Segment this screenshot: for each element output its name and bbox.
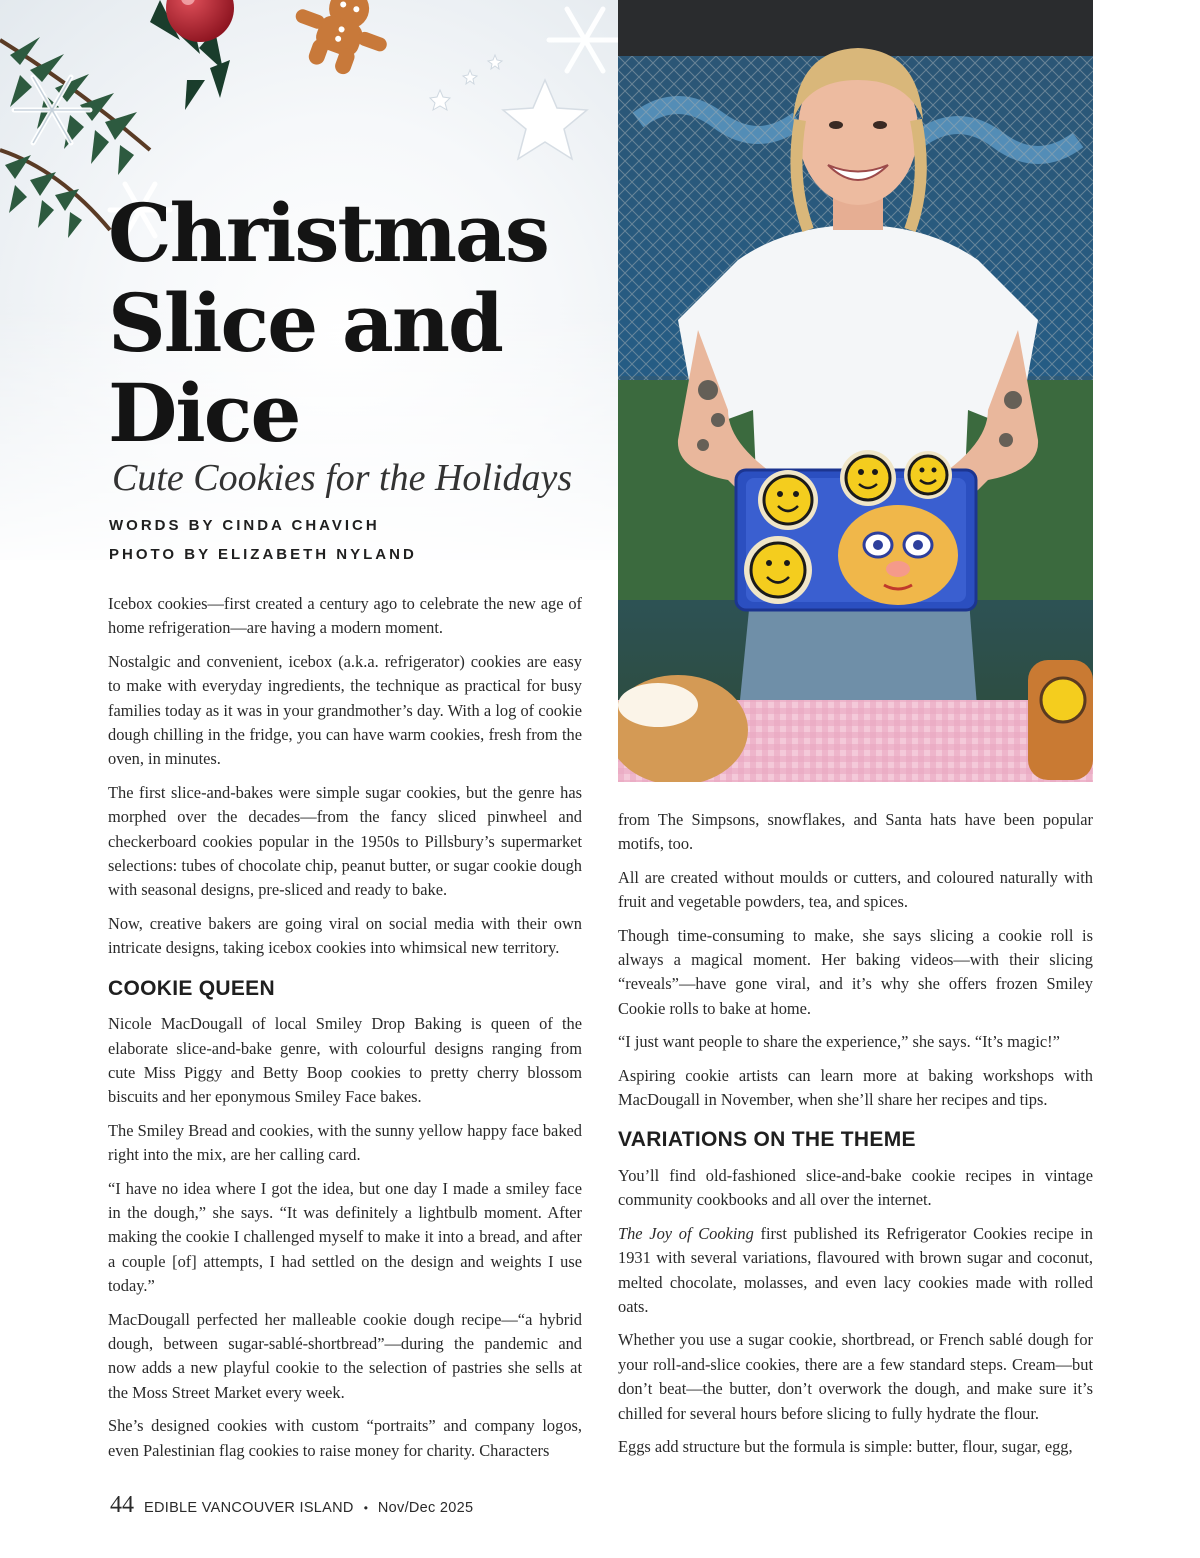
- baker-photo: [618, 0, 1093, 782]
- smiley-cookies: [744, 450, 958, 605]
- paragraph: The Smiley Bread and cookies, with the sunny yellow happy face baked right into the mix, are her calling card.: [108, 1120, 582, 1165]
- paragraph: Though time-consuming to make, she says slicing a cookie roll is always a magical moment. Her baking videos—with their slicing “reveals”—have gone viral, and it’s why she offers frozen Smiley Cookie rolls to bake at home.: [618, 925, 1093, 1018]
- left-column: [108, 592, 582, 1472]
- title-line-3: Dice: [108, 366, 300, 460]
- paragraph: Eggs add structure but the formula is simple: butter, flour, sugar, egg,: [618, 1436, 1073, 1456]
- title-line-2: Slice and: [108, 276, 502, 370]
- photo-credit: PHOTO BY ELIZABETH NYLAND: [109, 546, 417, 563]
- paragraph: All are created without moulds or cutters, and coloured naturally with fruit and vegetable powders, tea, and spices.: [618, 867, 1093, 912]
- paragraph: “I have no idea where I got the idea, but one day I made a smiley face in the dough,” she says. “It was definitely a lightbulb moment. After making the cookie I challenged myself to make it into a bread, and after a couple [of] attempts, I had settled on the design and weights I use today.”: [108, 1178, 582, 1296]
- publication-name: EDIBLE VANCOUVER ISLAND: [144, 1500, 354, 1516]
- article-title: [108, 188, 548, 458]
- paragraph: from The Simpsons, snowflakes, and Santa hats have been popular motifs, too.: [618, 810, 1093, 854]
- paragraph: Nostalgic and convenient, icebox (a.k.a. refrigerator) cookies are easy to make with everyday ingredients, the technique as practical for busy families today as it was in your grandmother’s day. With a log of cookie dough chilling in the fridge, you can have warm cookies, fresh from the oven, in minutes.: [108, 651, 582, 769]
- paragraph-joy-of-cooking: [618, 1222, 1093, 1320]
- page-number: 44: [110, 1492, 134, 1518]
- paragraph: The first slice-and-bakes were simple sugar cookies, but the genre has morphed over the decades—from the fancy sliced pinwheel and checkerboard cookies popular in the 1950s to Pillsbury’s supermarket selections: tubes of chocolate chip, peanut butter, or sugar cookie dough with seasonal designs, pre-sliced and ready to bake.: [108, 782, 582, 900]
- right-column: [618, 808, 1093, 1468]
- paragraph-text: first published its Refrigerator Cookies recipe in 1931 with several variations, flavoured with brown sugar and coconut, melted chocolate, molasses, and even lacy cookies made with rolled oats.: [618, 1223, 1094, 1316]
- gingerbread-cookie: [282, 0, 401, 85]
- paragraph: Whether you use a sugar cookie, shortbread, or French sablé dough for your roll-and-slice cookies, there are a few standard steps. Cream—but don’t beat—the butter, don’t overwork the dough, and make sure it’s chilled for several hours before slicing to fully hydrate the flour.: [618, 1330, 1093, 1423]
- page-footer: [110, 1492, 473, 1519]
- paragraph: Aspiring cookie artists can learn more at baking workshops with MacDougall in November, when she’ll share her recipes and tips.: [618, 1065, 1093, 1110]
- paragraph: Now, creative bakers are going viral on social media with their own intricate designs, taking icebox cookies into whimsical new territory.: [108, 913, 582, 958]
- baker-photo-illustration: [618, 0, 1093, 782]
- footer-separator: •: [363, 1501, 368, 1515]
- paragraph: You’ll find old-fashioned slice-and-bake cookie recipes in vintage community cookbooks and all over the internet.: [618, 1165, 1093, 1210]
- paragraph: She’s designed cookies with custom “portraits” and company logos, even Palestinian flag cookies to raise money for charity. Characters: [108, 1416, 582, 1460]
- article-subtitle: Cute Cookies for the Holidays: [112, 457, 573, 499]
- section-heading-variations: VARIATIONS ON THE THEME: [618, 1128, 916, 1152]
- paragraph: “I just want people to share the experience,” she says. “It’s magic!”: [618, 1032, 1060, 1052]
- words-credit: WORDS BY CINDA CHAVICH: [109, 517, 380, 534]
- title-line-1: Christmas: [108, 186, 548, 280]
- section-heading-cookie-queen: COOKIE QUEEN: [108, 976, 275, 1000]
- paragraph: Nicole MacDougall of local Smiley Drop Baking is queen of the elaborate slice-and-bake genre, with colourful designs ranging from cute Miss Piggy and Betty Boop cookies to pretty cherry blossom biscuits and her eponymous Smiley Face bakes.: [108, 1014, 582, 1107]
- paragraph: MacDougall perfected her malleable cookie dough recipe—“a hybrid dough, between sugar-sablé-shortbread”—during the pandemic and now adds a new playful cookie to the selection of pastries she sells at the Moss Street Market every week.: [108, 1309, 582, 1402]
- issue-date: Nov/Dec 2025: [377, 1500, 474, 1516]
- book-title: The Joy of Cooking: [618, 1223, 754, 1243]
- paragraph: Icebox cookies—first created a century ago to celebrate the new age of home refrigeration—are having a modern moment.: [108, 594, 582, 638]
